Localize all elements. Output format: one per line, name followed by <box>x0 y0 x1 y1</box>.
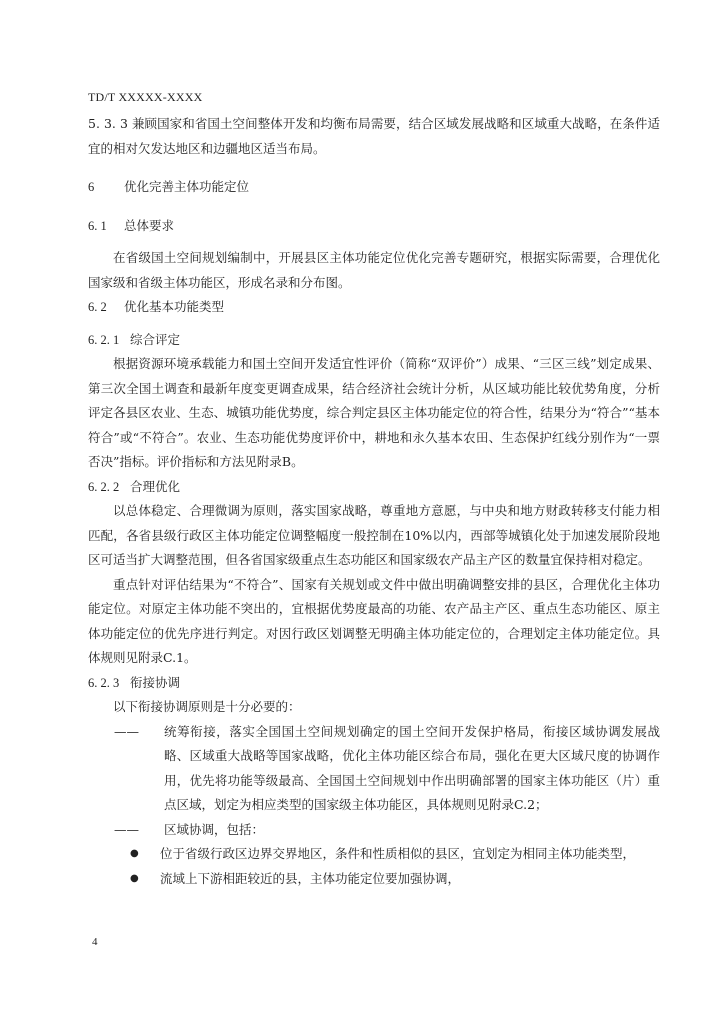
dash-item-text: 区域协调，包括： <box>164 821 265 837</box>
section-title: 合理优化 <box>130 478 181 494</box>
bullet-icon: ● <box>130 848 139 859</box>
section-6-2-1-heading <box>88 328 660 353</box>
dash-list-item <box>88 818 660 843</box>
section-6-1-text: 在省级国土空间规划编制中，开展县区主体功能定位优化完善专题研究，根据实际需要，合理优化国家级和省级主体功能区，形成名录和分布图。 <box>88 250 660 290</box>
dash-list-item <box>88 720 660 818</box>
section-6-2-heading <box>88 295 660 320</box>
section-6-2-2-heading <box>88 475 660 500</box>
section-title: 衔接协调 <box>130 674 181 690</box>
section-number: 6. 2. 2 <box>88 479 120 494</box>
document-code-header: TD/T XXXXX-XXXX <box>88 90 203 104</box>
section-title: 优化完善主体功能定位 <box>124 179 250 194</box>
section-number: 6. 2. 1 <box>88 332 120 347</box>
document-body <box>88 112 660 891</box>
bullet-item-text: 位于省级行政区边界交界地区，条件和性质相似的县区，宜划定为相同主体功能类型， <box>160 846 636 861</box>
section-6-2-2-text-1: 以总体稳定、合理微调为原则，落实国家战略，尊重地方意愿，与中央和地方财政转移支付能力相匹配，各省县级行政区主体功能定位调整幅度一般控制在10%以内，西部等城镇化处于加速发展阶段地区可适当扩大调整范围，但各省国家级重点生态功能区和国家级农产品主产区的数量宜保持相对稳定。 <box>88 503 660 567</box>
section-6-heading <box>88 175 660 200</box>
dash-item-text: 统筹衔接，落实全国国土空间规划确定的国土空间开发保护格局，衔接区域协调发展战略、区域重大战略等国家战略，优化主体功能区综合布局，强化在更大区域尺度的协调作用，优先将功能等级最高、全国国土空间规划中作出明确部署的国家主体功能区（片）重点区域，划定为相应类型的国家级主体功能区，具体规则见附录C.2； <box>164 723 660 812</box>
dash-marker: —— <box>114 821 139 837</box>
section-title: 总体要求 <box>124 217 175 233</box>
section-6-2-3-intro: 以下衔接协调原则是十分必要的： <box>113 699 301 714</box>
section-number: 6 <box>88 180 95 194</box>
bullet-icon: ● <box>130 872 139 884</box>
section-6-2-3-heading <box>88 671 660 696</box>
section-title: 优化基本功能类型 <box>124 299 225 314</box>
section-number: 6. 2. 3 <box>88 675 120 690</box>
bullet-list-item <box>88 842 660 867</box>
dash-marker: —— <box>114 723 139 739</box>
section-6-1-heading <box>88 214 660 239</box>
section-number: 6. 1 <box>88 218 107 233</box>
section-title: 综合评定 <box>130 331 181 347</box>
page-number: 4 <box>92 936 98 948</box>
clause-5-3-3: 5. 3. 3 兼顾国家和省国土空间整体开发和均衡布局需要，结合区域发展战略和区域重大战略，在条件适宜的相对欠发达地区和边疆地区适当布局。 <box>88 116 660 156</box>
section-6-2-2-text-2: 重点针对评估结果为“不符合”、国家有关规划或文件中做出明确调整安排的县区，合理优化主体功能定位。对原定主体功能不突出的，宜根据优势度最高的功能、农产品主产区、重点生态功能区、原主体功能定位的优先序进行判定。对因行政区划调整无明确主体功能定位的，合理划定主体功能定位。具体规则见附录C.1。 <box>88 576 660 665</box>
section-number: 6. 2 <box>88 300 107 314</box>
bullet-list-item <box>88 867 660 892</box>
bullet-item-text: 流域上下游相距较近的县，主体功能定位要加强协调， <box>160 870 461 886</box>
section-6-2-1-text: 根据资源环境承载能力和国土空间开发适宜性评价（简称“双评价”）成果、“三区三线”划定成果、第三次全国土调查和最新年度变更调查成果，结合经济社会统计分析，从区域功能比较优势角度，分析评定各县区农业、生态、城镇功能优势度，综合判定县区主体功能定位的符合性，结果分为“符合”“基本符合”或“不符合”。农业、生态功能优势度评价中，耕地和永久基本农田、生态保护红线分别作为“一票否决”指标。评价指标和方法见附录B。 <box>88 356 660 469</box>
